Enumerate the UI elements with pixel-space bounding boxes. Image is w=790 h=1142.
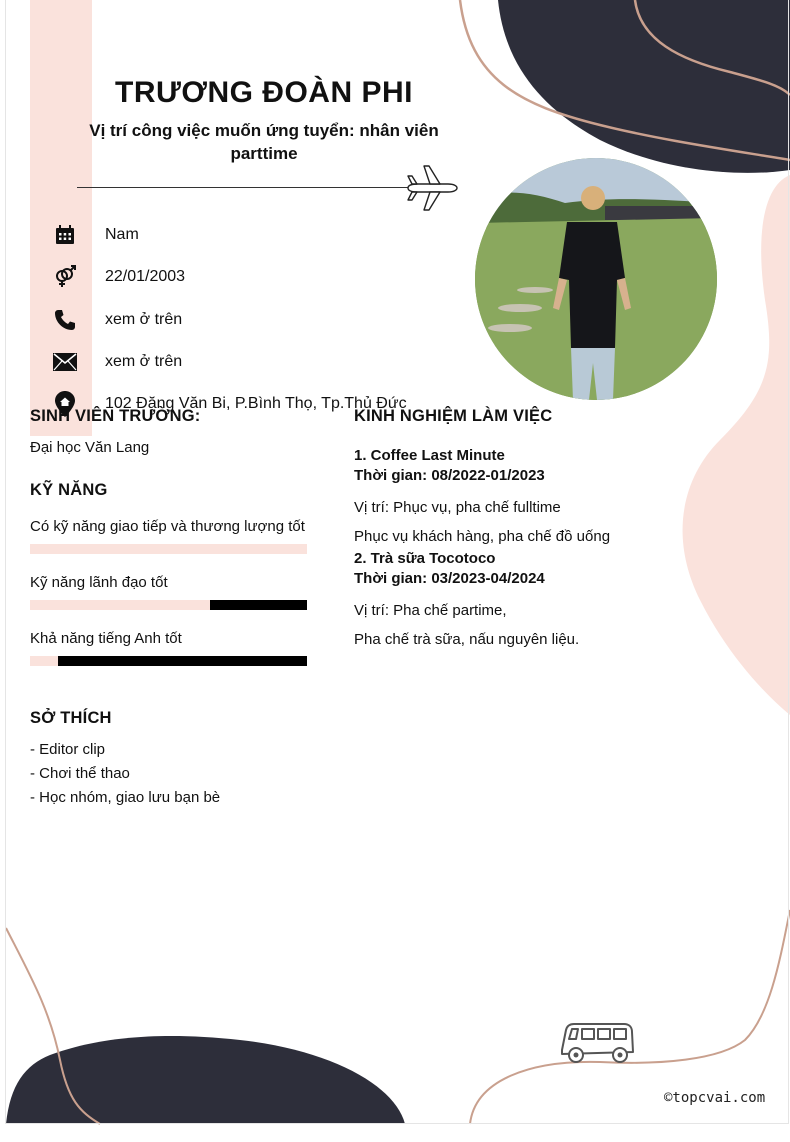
job-company: 1. Coffee Last Minute bbox=[354, 447, 505, 464]
contact-birthday bbox=[50, 262, 430, 292]
contact-text: 102 Đặng Văn Bi, P.Bình Thọ, Tp.Thủ Đức bbox=[105, 395, 407, 412]
skill-bar bbox=[30, 600, 307, 610]
phone-icon bbox=[50, 305, 80, 335]
contact-text: xem ở trên bbox=[105, 311, 183, 328]
job-time: Thời gian: 08/2022-01/2023 bbox=[354, 467, 545, 484]
header-divider bbox=[77, 187, 417, 188]
job-description: Pha chế trà sữa, nấu nguyên liệu. bbox=[354, 631, 580, 648]
contact-gender bbox=[50, 220, 430, 250]
skill-label: Khả năng tiếng Anh tốt bbox=[30, 630, 182, 647]
contact-text: Nam bbox=[105, 226, 139, 243]
contact-text: xem ở trên bbox=[105, 353, 183, 370]
education-title: SINH VIÊN TRƯỜNG: bbox=[30, 407, 201, 425]
airplane-icon bbox=[404, 164, 458, 212]
hobby-item: - Editor clip bbox=[30, 741, 106, 758]
contact-email bbox=[50, 347, 430, 377]
skill-bar bbox=[30, 656, 307, 666]
hobbies-title: SỞ THÍCH bbox=[30, 709, 112, 727]
calendar-icon bbox=[50, 220, 80, 250]
job-description: Phục vụ khách hàng, pha chế đồ uống bbox=[354, 528, 611, 545]
job-time: Thời gian: 03/2023-04/2024 bbox=[354, 570, 545, 587]
copyright-text: ©topcvai.com bbox=[664, 1090, 766, 1106]
experience-title: KINH NGHIỆM LÀM VIỆC bbox=[354, 407, 553, 425]
van-icon bbox=[558, 1020, 636, 1066]
school-name: Đại học Văn Lang bbox=[30, 439, 150, 456]
contact-phone bbox=[50, 305, 430, 335]
candidate-name: TRƯƠNG ĐOÀN PHI bbox=[115, 76, 413, 109]
hobby-item: - Chơi thể thao bbox=[30, 765, 130, 782]
job-company: 2. Trà sữa Tocotoco bbox=[354, 550, 496, 567]
gender-icon bbox=[50, 262, 80, 292]
profile-photo bbox=[475, 158, 717, 400]
skill-bar bbox=[30, 544, 307, 554]
contact-text: 22/01/2003 bbox=[105, 268, 186, 285]
hobby-item: - Học nhóm, giao lưu bạn bè bbox=[30, 789, 221, 806]
skill-bar-fill bbox=[58, 656, 307, 666]
job-role: Vị trí: Phục vụ, pha chế fulltime bbox=[354, 499, 561, 516]
job-role: Vị trí: Pha chế partime, bbox=[354, 602, 507, 619]
envelope-icon bbox=[50, 347, 80, 377]
skill-label: Kỹ năng lãnh đạo tốt bbox=[30, 574, 168, 591]
skills-title: KỸ NĂNG bbox=[30, 481, 108, 499]
skill-bar-fill bbox=[210, 600, 307, 610]
desired-position: Vị trí công việc muốn ứng tuyển: nhân viên parttime bbox=[89, 121, 439, 163]
skill-label: Có kỹ năng giao tiếp và thương lượng tốt bbox=[30, 518, 305, 535]
